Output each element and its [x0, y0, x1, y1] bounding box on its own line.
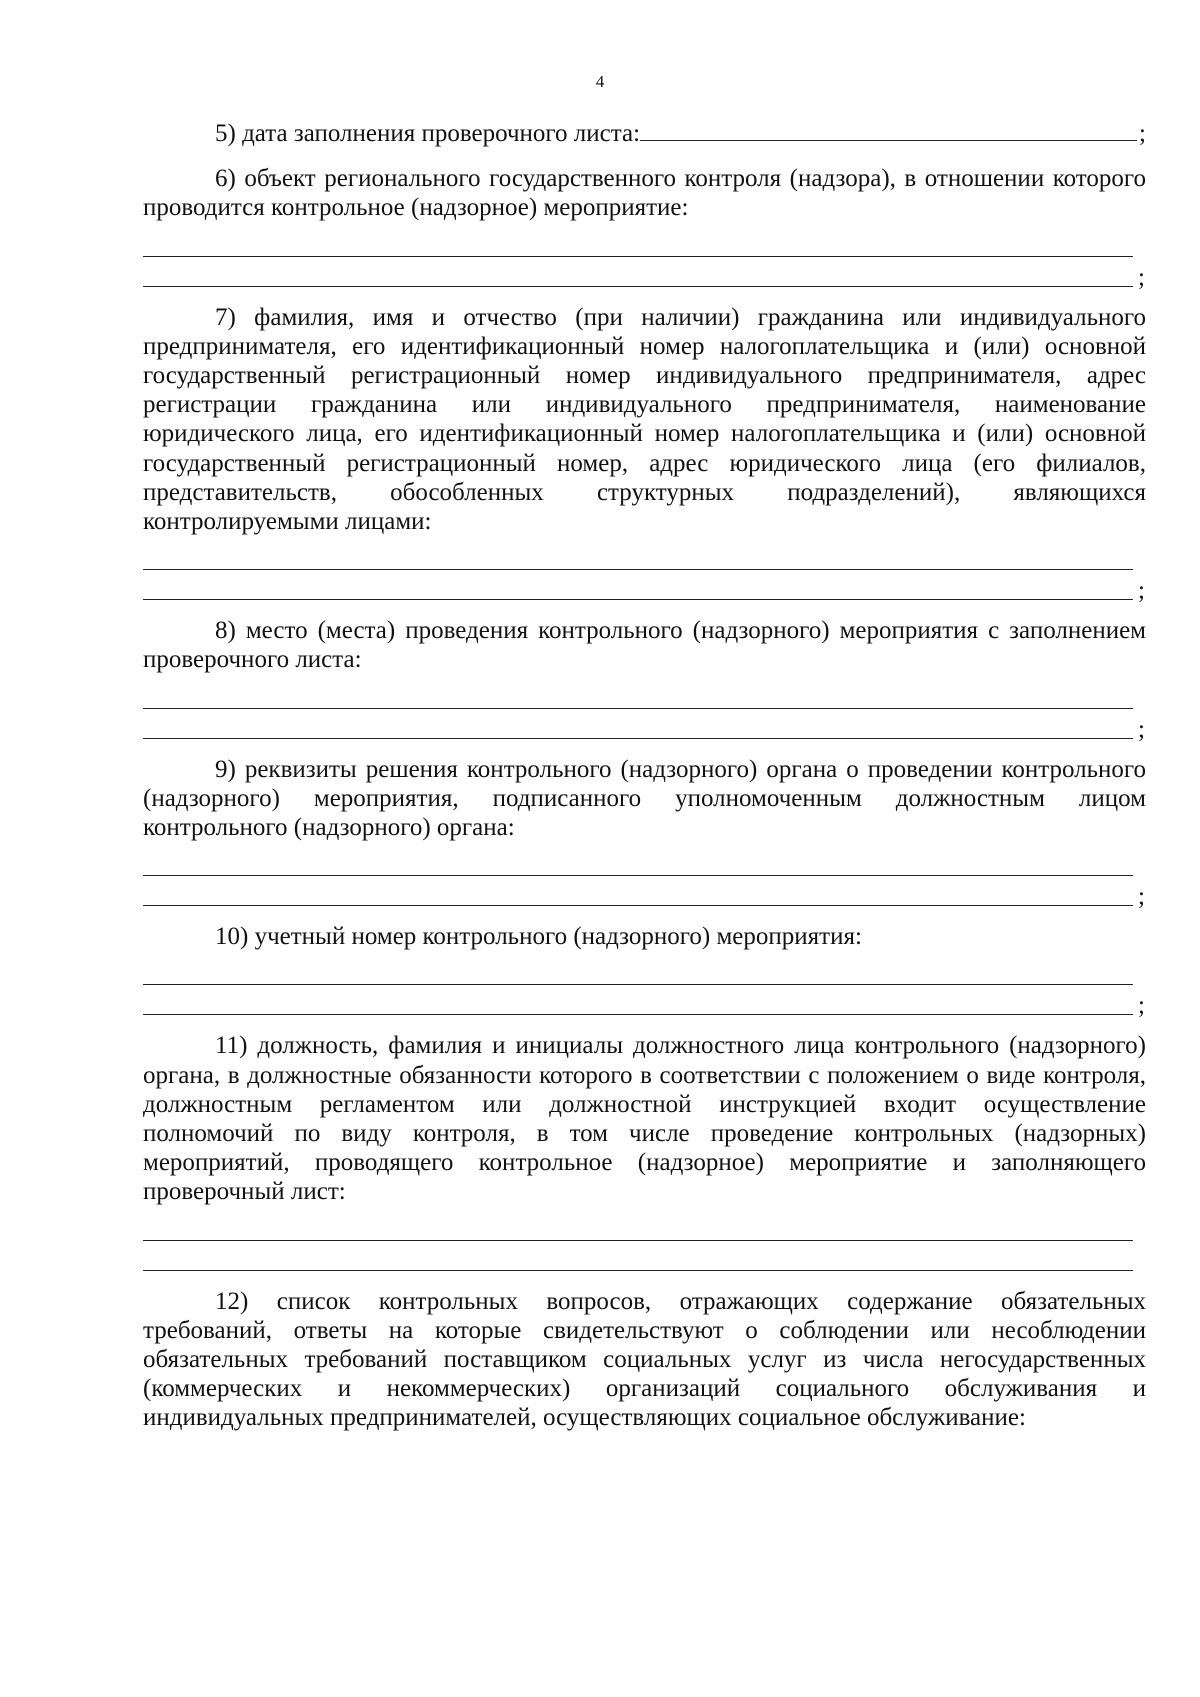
item-7-semicolon: ;: [1138, 577, 1145, 605]
item-7-blanks: [143, 540, 1146, 605]
item-8-blank-line-1[interactable]: [143, 679, 1133, 709]
item-9-blanks: [143, 846, 1146, 911]
item-8-blank-line-2[interactable]: [143, 709, 1145, 743]
item-8-semicolon: ;: [1138, 715, 1145, 743]
item-11-blanks: [143, 1211, 1146, 1271]
document-body: [143, 118, 1146, 1433]
item-8-blanks: [143, 679, 1146, 743]
item-10-blanks: [143, 955, 1146, 1020]
item-7: 7) фамилия, имя и отчество (при наличии) гражданина или индивидуального предпринимателя, его идентификационный номер налогоплательщика и (или) основной государственный регистрационный номер индивидуального предпринимателя, адрес регистрации гражданина или индивидуального предпринимателя, наименование юридического лица, его идентификационный номер налогоплательщика и (или) основной государственный регистрационный номер, адрес юридического лица (его филиалов, представительств, обособленных структурных подразделений), являющихся контролируемыми лицами:: [143, 303, 1146, 536]
item-11-blank-line-1[interactable]: [143, 1211, 1133, 1241]
page-number: 4: [595, 72, 605, 91]
item-5: [143, 118, 1146, 148]
item-7-blank-line-1[interactable]: [143, 540, 1133, 570]
item-10-blank-line-1[interactable]: [143, 955, 1133, 985]
item-5-fill-line[interactable]: [640, 118, 1137, 141]
item-10-semicolon: ;: [1138, 992, 1145, 1020]
item-9-blank-line-2[interactable]: [143, 876, 1145, 911]
item-7-blank-line-2[interactable]: [143, 570, 1145, 605]
item-10: 10) учетный номер контрольного (надзорного) мероприятия:: [215, 923, 862, 951]
item-11-blank-line-2[interactable]: [143, 1241, 1133, 1271]
item-5-semicolon: ;: [1139, 120, 1146, 147]
item-10-blank-line-2[interactable]: [143, 985, 1145, 1020]
item-9: 9) реквизиты решения контрольного (надзорного) органа о проведении контрольного (надзорного) мероприятия, подписанного уполномоченным должностным лицом контрольного (надзорного) органа:: [143, 755, 1146, 842]
item-6-blank-line-2[interactable]: [143, 257, 1145, 291]
item-12: 12) список контрольных вопросов, отражающих содержание обязательных требований, ответы на которые свидетельствуют о соблюдении или несоблюдении обязательных требований поставщиком социальных услуг из числа негосударственных (коммерческих и некоммерческих) организаций социального обслуживания и индивидуальных предпринимателей, осуществляющих социальное обслуживание:: [143, 1287, 1146, 1432]
item-8: 8) место (места) проведения контрольного (надзорного) мероприятия с заполнением проверочного листа:: [143, 617, 1146, 674]
item-5-text: 5) дата заполнения проверочного листа:: [215, 120, 641, 147]
item-6-semicolon: ;: [1138, 263, 1145, 291]
item-11: 11) должность, фамилия и инициалы должностного лица контрольного (надзорного) органа, в должностные обязанности которого в соответствии с положением о виде контроля, должностным регламентом или должностной инструкцией входит осуществление полномочий по виду контроля, в том числе проведение контрольных (надзорных) мероприятий, проводящего контрольное (надзорное) мероприятие и заполняющего проверочный лист:: [143, 1032, 1146, 1206]
item-6-blanks: [143, 227, 1146, 291]
item-9-semicolon: ;: [1138, 883, 1145, 911]
item-6-blank-line-1[interactable]: [143, 227, 1133, 257]
item-6: 6) объект регионального государственного контроля (надзора), в отношении которого проводится контрольное (надзорное) мероприятие:: [143, 165, 1146, 222]
item-9-blank-line-1[interactable]: [143, 846, 1133, 876]
